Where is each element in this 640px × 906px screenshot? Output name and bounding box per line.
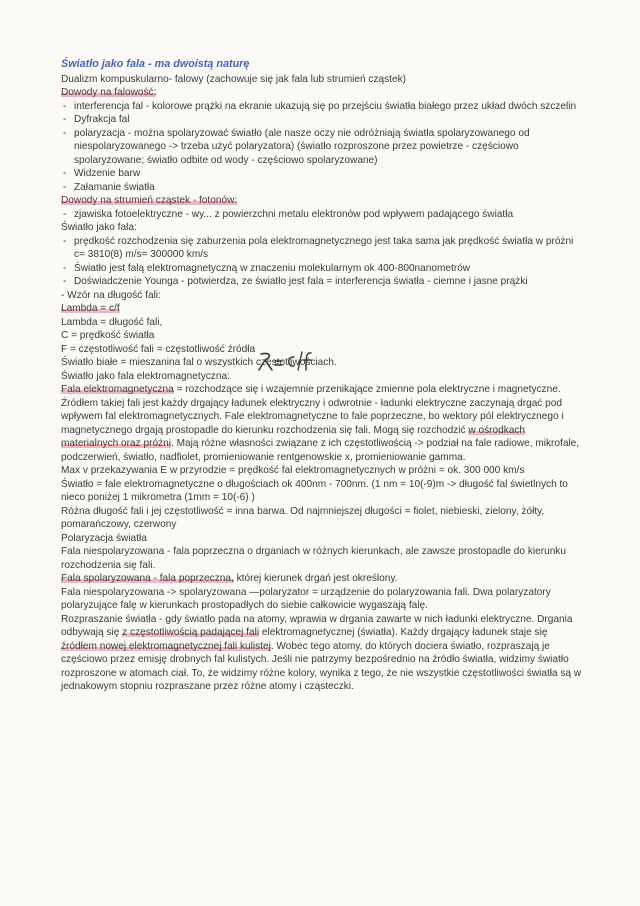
scattering-paragraph bbox=[61, 613, 583, 694]
scattering-text-mid: elektromagnetycznej (światła). Każdy drgający ładunek staje się bbox=[259, 627, 548, 638]
em-highlight-medium: w ośrodkach materialnych oraz próżni bbox=[61, 424, 526, 449]
list-item: - polaryzacja - można spolaryzować światło (ale nasze oczy nie odróżniają światła spolaryzowanego od niespolaryzowanego -> trzeba użyć polaryzatora) (światło rozproszone przez powietrze - częściowo spolaryzowane; światło odbite od wody - częściowo spolaryzowane) bbox=[61, 127, 583, 168]
list-item: - Widzenie barw bbox=[61, 167, 583, 181]
polarizer-line: Fala niespolaryzowana -> spolaryzowana —polaryzator = urządzenie do polaryzowania fali. Dwa polaryzatory polaryzujące falę w kierunkach prostopadłych do siebie całkowicie wygaszają falę. bbox=[61, 586, 551, 611]
light-wave-list bbox=[61, 235, 583, 289]
polarized-rest: której kierunek drgań jest określony. bbox=[233, 573, 398, 584]
unpolarized-line: Fala niespolaryzowana - fala poprzeczna o drganiach w różnych kierunkach, ale zawsze prostopadle do kierunku rozchodzenia się fali. bbox=[61, 546, 566, 571]
list-item: - Światło jest falą elektromagnetyczną w znaczeniu molekularnym ok 400-800nanometrów bbox=[61, 262, 583, 276]
formula-def: F = częstotliwość fali = częstotliwość źródła bbox=[61, 343, 256, 355]
list-item: - Doświadczenie Younga - potwierdza, ze światło jest fala = interferencja światła - ciemne i jasne prążki bbox=[61, 275, 583, 289]
polarized-line bbox=[61, 572, 583, 586]
handwritten-formula bbox=[255, 348, 315, 374]
visible-light-line: Światło = fale elektromagnetyczne o długościach ok 400nm - 700nm. (1 nm = 10(-9)m -> długość fal świetlnych to nieco poniżej 1 mikrometra (1mm = 10(-6) ) bbox=[61, 478, 568, 503]
colors-line: Różna długość fali i jej częstotliwość = inna barwa. Od najmniejszej długości = fiolet, niebieski, zielony, żółty, pomarańczowy, czerwony bbox=[61, 505, 545, 530]
max-speed-line: Max v przekazywania E w przyrodzie = prędkość fal elektromagnetycznych w próżni = ok. 300 000 km/s bbox=[61, 465, 525, 476]
photon-evidence-list bbox=[61, 208, 583, 222]
em-paragraph bbox=[61, 383, 583, 464]
em-text: = rozchodzące się i wzajemnie przenikające zmienne pola elektryczne i magnetyczne. Źródłem takiej fali jest każdy drgający ładunek elektryczny i odwrotnie - ładunki elektryczne zaczynają drgać pod wpływem fal elektromagnetycznych. Fale elektromagnetyczne to fale poprzeczne, bo wektory pól elektrycznego i magnetycznego drgają prostopadle do kierunku rozchodzenia się fali. Mogą się rozchodzić bbox=[61, 384, 564, 436]
list-item: - prędkość rozchodzenia się zaburzenia pola elektromagnetycznego jest taka sama jak prędkość światła w próżni c= 3810(8) m/s= 300000 km/s bbox=[61, 235, 583, 262]
lambda-formula: Lambda = c/f bbox=[61, 303, 120, 314]
notes-content bbox=[61, 58, 583, 694]
wave-evidence-list bbox=[61, 100, 583, 195]
wave-evidence-heading: Dowody na falowość: bbox=[61, 87, 157, 98]
scattering-highlight-source: źródłem nowej elektromagnetycznej fali kulistej bbox=[61, 640, 271, 652]
em-text-end: . Mają różne własności związane z ich częstotliwością -> podział na fale radiowe, mikrofale, podczerwień, światło, nadfiolet, promieniowanie rentgenowskie x, promieniowanie gamma. bbox=[61, 438, 580, 463]
white-light-line: Światło białe = mieszanina fal o wszystkich częstotliwościach. bbox=[61, 357, 337, 368]
formula-def: Lambda = długość fali, bbox=[61, 316, 163, 328]
photon-evidence-heading: Dowody na strumień cząstek - fotonów: bbox=[61, 195, 238, 206]
formula-def: C = prędkość światła bbox=[61, 330, 155, 341]
polarized-highlight: Fala spolaryzowana - fala poprzeczna, bbox=[61, 573, 234, 584]
formula-intro: - Wzór na długość fali: bbox=[61, 289, 161, 301]
list-item: - Załamanie światła bbox=[61, 181, 583, 195]
list-item: - interferencja fal - kolorowe prążki na ekranie ukazują się po przejściu światła białego przez układ dwóch szczelin bbox=[61, 100, 583, 114]
em-highlight: Fala elektromagnetyczna bbox=[61, 384, 174, 395]
scattering-text: Rozpraszanie światła - gdy światło pada na atomy, wprawia w drgania zawarte w nich ładunki elektryczne. Drgania odbywają się bbox=[61, 613, 573, 638]
em-heading: Światło jako fala elektromagnetyczna: bbox=[61, 370, 230, 382]
scattering-highlight-freq: z częstotliwością padającej fali bbox=[122, 627, 260, 638]
light-wave-heading: Światło jako fala: bbox=[61, 222, 137, 233]
list-item: - zjawiska fotoelektryczne - wy... z powierzchni metalu elektronów pod wpływem padającego światła bbox=[61, 208, 583, 222]
scattering-text-end: . Wobec tego atomy, do których dociera światło, rozpraszają je częściowo przez emisję drobnych fal kulistych. Jeśli nie patrzymy bezpośrednio na źródło światła, widzimy światło rozproszone w atomach ciał. To, że widzimy różne kolory, wynika z tego, że nie wszystkie częstotliwości światła są w jednakowym stopniu rozpraszane przez różne atomy i cząsteczki. bbox=[61, 640, 582, 692]
polarization-heading: Polaryzacja światła bbox=[61, 532, 147, 544]
list-item: - Dyfrakcja fal bbox=[61, 113, 583, 127]
intro-line: Dualizm kompuskularno- falowy (zachowuje się jak fala lub strumień cząstek) bbox=[61, 73, 407, 85]
page-title: Światło jako fala - ma dwoistą naturę bbox=[61, 58, 250, 70]
